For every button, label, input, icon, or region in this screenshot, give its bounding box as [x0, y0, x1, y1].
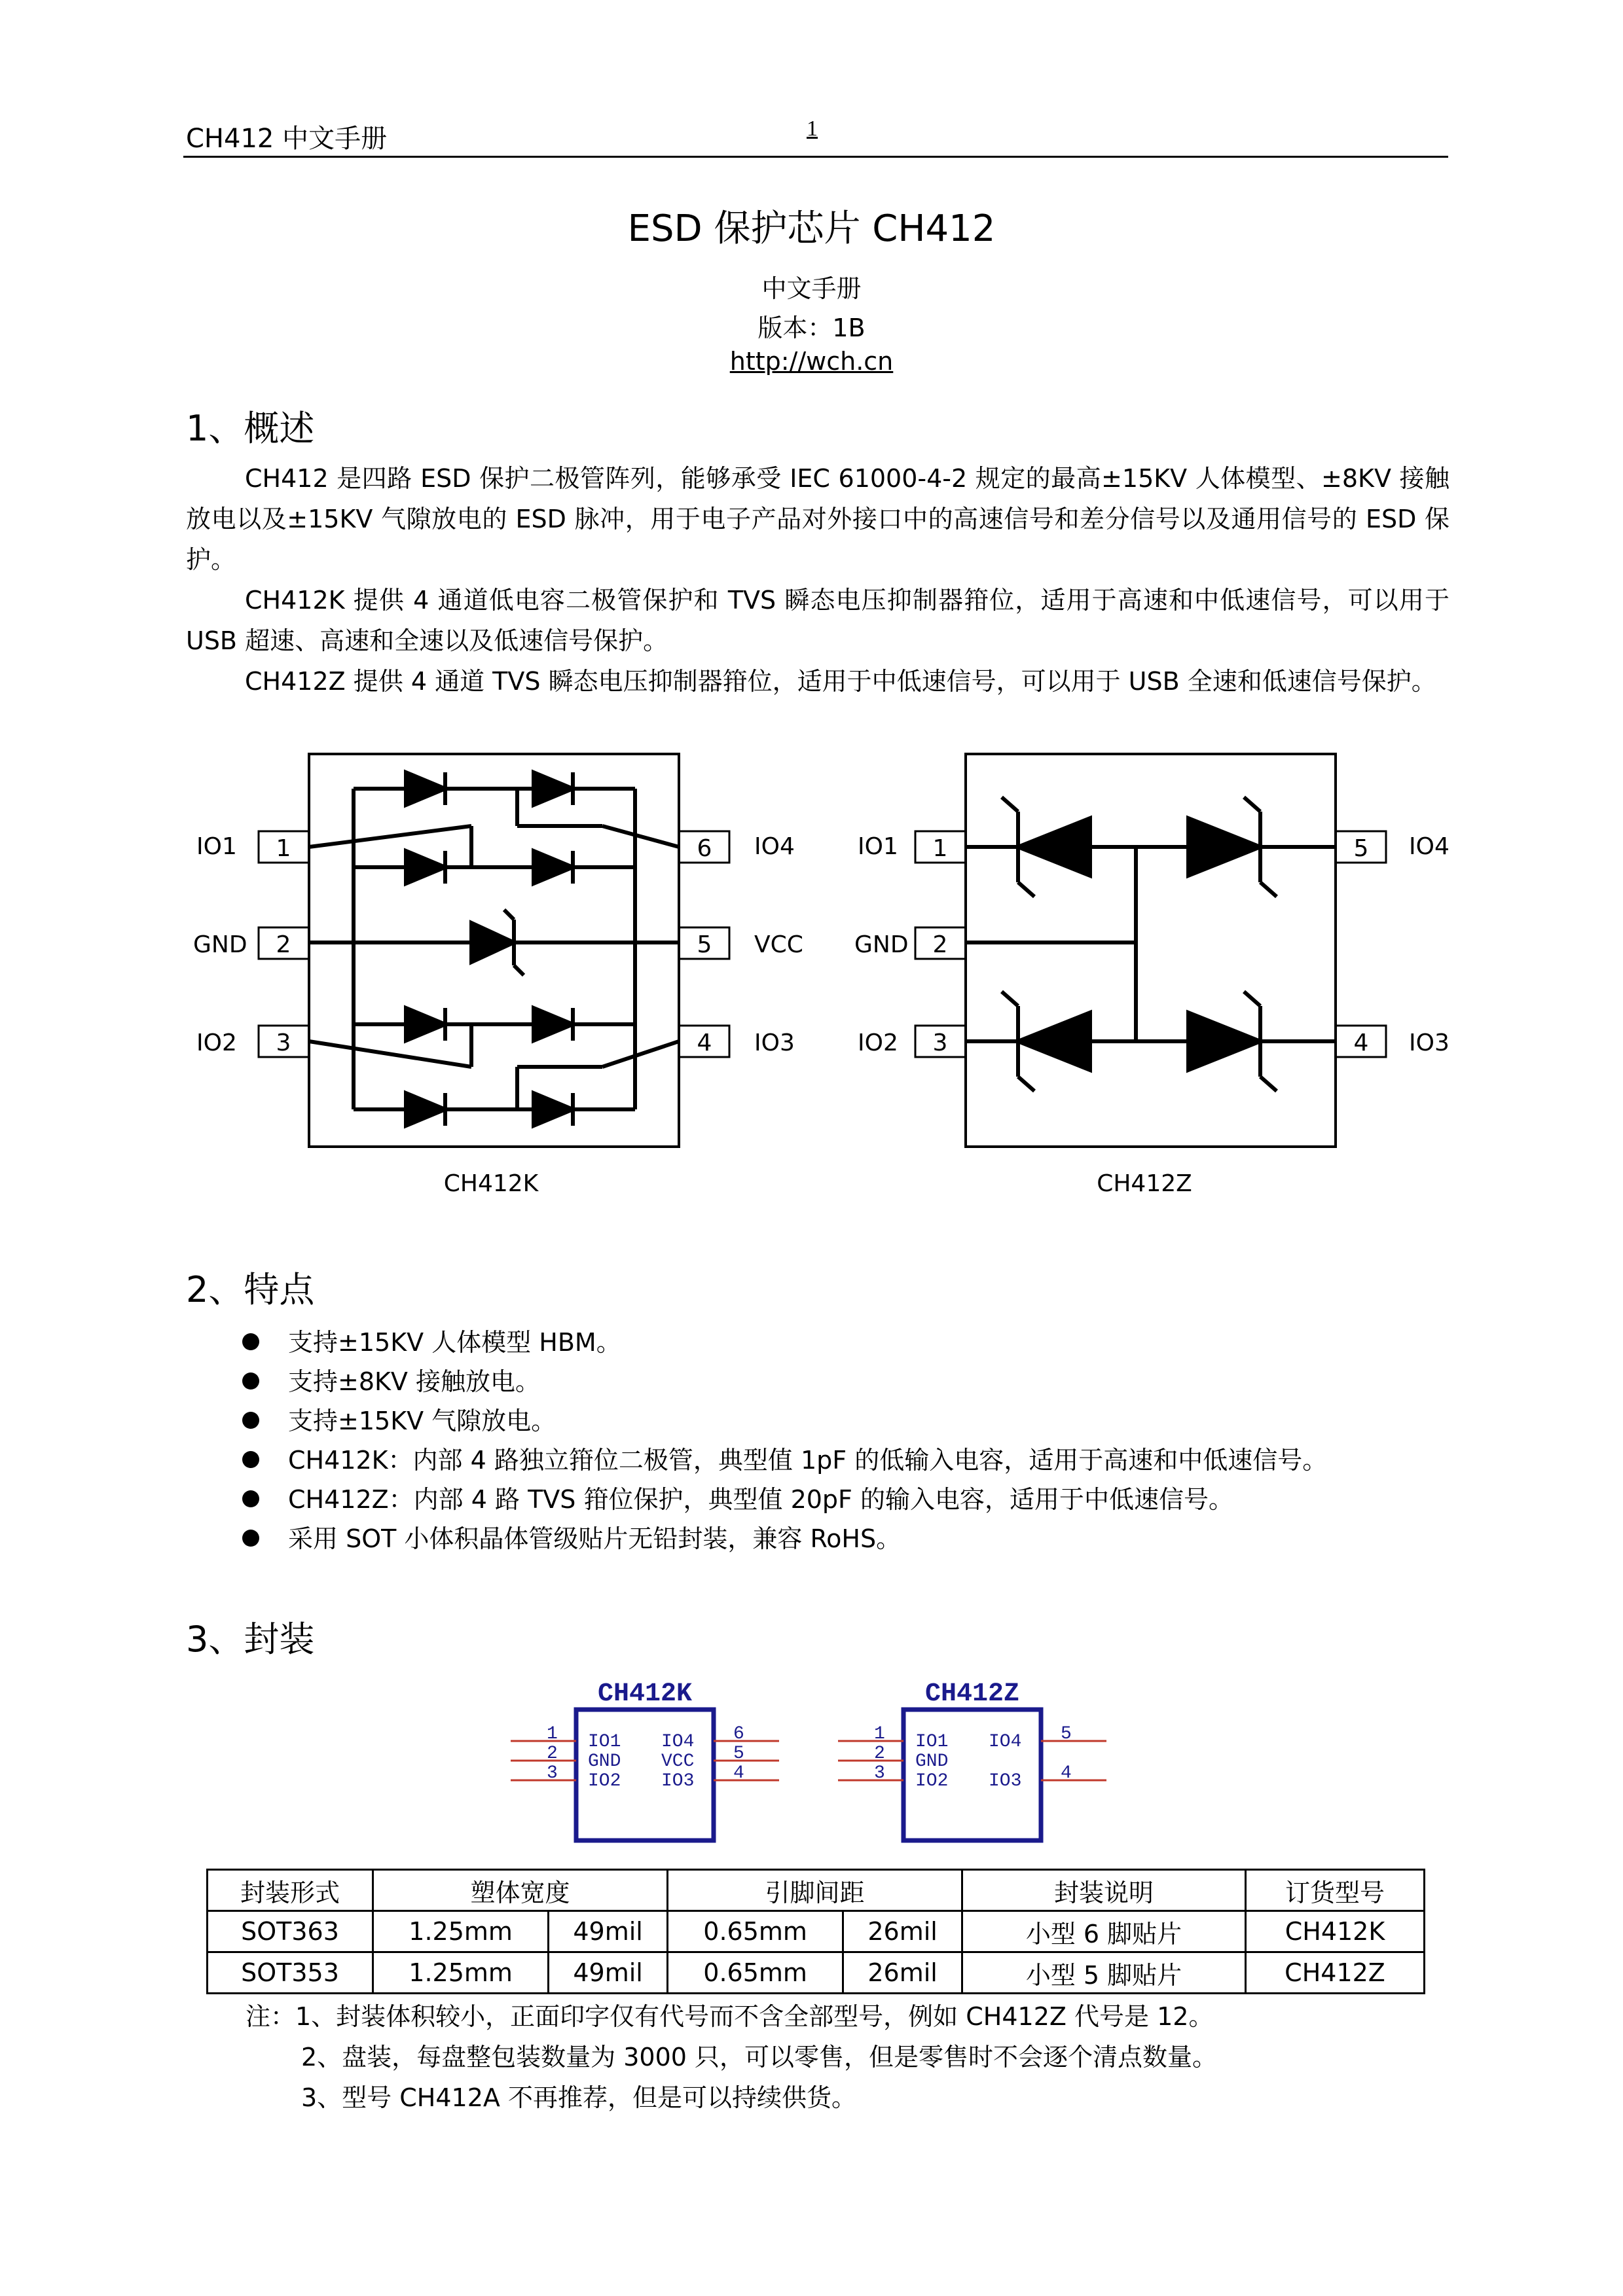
ch412k-pin-4-name: IO3 — [754, 1030, 795, 1056]
table-cell: CH412Z — [1246, 1952, 1425, 1994]
ch412k-pin-1-name: IO1 — [196, 833, 237, 860]
ch412z-package-symbol — [838, 1679, 1106, 1840]
ch412z-pkg-r-0: IO4 — [989, 1732, 1022, 1752]
ch412k-pkg-r-2: IO3 — [661, 1771, 695, 1791]
section-2-heading: 2、特点 — [186, 1269, 315, 1310]
table-header-cell: 引脚间距 — [667, 1870, 962, 1911]
ch412z-pkg-lnum-1: 1 — [874, 1724, 885, 1744]
ch412k-pin-5-name: VCC — [754, 931, 803, 958]
feature-item: CH412K：内部 4 路独立箝位二极管，典型值 1pF 的低输入电容，适用于高速和中低速信号。 — [242, 1440, 1327, 1480]
ch412k-pkg-l-0: IO1 — [588, 1732, 621, 1752]
ch412k-pkg-r-1: VCC — [661, 1751, 695, 1772]
ch412k-pkg-lnum-2: 2 — [547, 1744, 558, 1764]
table-cell: CH412K — [1246, 1911, 1425, 1952]
table-header-cell: 订货型号 — [1246, 1870, 1425, 1911]
ch412k-pkg-lnum-1: 1 — [547, 1724, 558, 1744]
ch412k-pkg-rnum-4: 4 — [733, 1763, 744, 1784]
feature-item: 支持±15KV 人体模型 HBM。 — [242, 1322, 621, 1363]
ch412z-pin-4-name: IO3 — [1409, 1030, 1450, 1056]
ch412z-pkg-rnum-5: 5 — [1061, 1724, 1072, 1744]
ch412z-pin-3-num: 3 — [932, 1030, 948, 1056]
package-table — [206, 1869, 1425, 1994]
ch412k-diagram — [193, 754, 803, 1197]
note-2: 2、盘装，每盘整包装数量为 3000 只，可以零售，但是零售时不会逐个清点数量。 — [301, 2043, 1218, 2072]
bullet-icon — [242, 1333, 259, 1350]
ch412z-pkg-rnum-4: 4 — [1061, 1763, 1072, 1784]
ch412k-pin-6-num: 6 — [697, 835, 712, 862]
table-cell: SOT353 — [208, 1952, 373, 1994]
table-cell: 26mil — [843, 1911, 962, 1952]
website-link[interactable]: http://wch.cn — [729, 347, 894, 376]
table-cell: 49mil — [549, 1952, 668, 1994]
ch412k-pkg-r-0: IO4 — [661, 1732, 695, 1752]
table-header-cell: 封装形式 — [208, 1870, 373, 1911]
header-rule — [183, 156, 1448, 158]
ch412z-pkg-lnum-2: 2 — [874, 1744, 885, 1764]
table-row — [208, 1952, 1425, 1994]
ch412z-pkg-l-0: IO1 — [915, 1732, 949, 1752]
page-title: ESD 保护芯片 CH412 — [627, 207, 996, 250]
table-cell: 49mil — [549, 1911, 668, 1952]
sec1-paragraph-2: CH412K 提供 4 通道低电容二极管保护和 TVS 瞬态电压抑制器箝位，适用于高速和中低速信号，可以用于 USB 超速、高速和全速以及低速信号保护。 — [186, 586, 1450, 655]
ch412k-pin-2-name: GND — [193, 931, 247, 958]
page-number: 1 — [807, 117, 818, 141]
table-cell: 26mil — [843, 1952, 962, 1994]
ch412k-pin-4-num: 4 — [697, 1030, 712, 1056]
ch412k-pin-3-name: IO2 — [196, 1030, 237, 1056]
ch412z-pin-1-name: IO1 — [858, 833, 898, 860]
ch412z-pkg-l-1: GND — [915, 1751, 949, 1772]
ch412z-caption: CH412Z — [1097, 1170, 1192, 1197]
subtitle: 中文手册 — [761, 274, 862, 303]
ch412k-pkg-l-2: IO2 — [588, 1771, 621, 1791]
bullet-icon — [242, 1451, 259, 1468]
table-cell: 小型 6 脚贴片 — [962, 1911, 1246, 1952]
ch412k-caption: CH412K — [443, 1170, 539, 1197]
sec1-paragraph-1: CH412 是四路 ESD 保护二极管阵列，能够承受 IEC 61000-4-2 规定的最高±15KV 人体模型、±8KV 接触放电以及±15KV 气隙放电的 ESD 脉冲，用于电子产品对外接口中的高速信号和差分信号以及通用信号的 ESD 保护。 — [186, 464, 1450, 574]
note-3: 3、型号 CH412A 不再推荐，但是可以持续供货。 — [301, 2083, 856, 2112]
header-doc-name: CH412 中文手册 — [186, 124, 388, 154]
ch412z-diagram — [854, 754, 1450, 1197]
ch412k-pkg-rnum-6: 6 — [733, 1724, 744, 1744]
table-cell: 0.65mm — [667, 1952, 843, 1994]
circuit-diagrams — [183, 746, 1453, 1217]
ch412k-pin-1-num: 1 — [276, 835, 291, 862]
table-cell: 1.25mm — [373, 1911, 549, 1952]
bullet-icon — [242, 1372, 259, 1390]
section-3-heading: 3、封装 — [186, 1619, 315, 1660]
ch412k-package-name: CH412K — [597, 1679, 693, 1709]
feature-item: 采用 SOT 小体积晶体管级贴片无铅封装，兼容 RoHS。 — [242, 1518, 901, 1559]
section-1-heading: 1、概述 — [186, 408, 315, 449]
table-cell: 小型 5 脚贴片 — [962, 1952, 1246, 1994]
bullet-icon — [242, 1490, 259, 1507]
ch412z-pin-5-name: IO4 — [1409, 833, 1450, 860]
ch412k-pkg-rnum-5: 5 — [733, 1744, 744, 1764]
table-header-row — [208, 1870, 1425, 1911]
bullet-icon — [242, 1412, 259, 1429]
ch412k-pin-3-num: 3 — [276, 1030, 291, 1056]
ch412z-package-name: CH412Z — [924, 1679, 1020, 1709]
package-symbols — [511, 1676, 1126, 1852]
ch412k-pin-5-num: 5 — [697, 931, 712, 958]
feature-item: 支持±15KV 气隙放电。 — [242, 1401, 556, 1441]
ch412z-pin-5-num: 5 — [1353, 835, 1369, 862]
ch412z-pkg-r-1: IO3 — [989, 1771, 1022, 1791]
ch412z-pin-4-num: 4 — [1353, 1030, 1369, 1056]
version: 版本：1B — [757, 314, 866, 342]
ch412z-pin-2-num: 2 — [932, 931, 948, 958]
note-1: 注：1、封装体积较小，正面印字仅有代号而不含全部型号，例如 CH412Z 代号是 12。 — [246, 2002, 1214, 2031]
table-row — [208, 1911, 1425, 1952]
feature-item: 支持±8KV 接触放电。 — [242, 1361, 540, 1402]
ch412k-pin-2-num: 2 — [276, 931, 291, 958]
ch412k-pkg-lnum-3: 3 — [547, 1763, 558, 1784]
feature-item: CH412Z：内部 4 路 TVS 箝位保护，典型值 20pF 的输入电容，适用于中低速信号。 — [242, 1479, 1233, 1520]
table-header-cell: 封装说明 — [962, 1870, 1246, 1911]
bullet-icon — [242, 1530, 259, 1547]
ch412z-body — [966, 754, 1336, 1147]
ch412k-package-symbol — [511, 1679, 779, 1840]
table-cell: 0.65mm — [667, 1911, 843, 1952]
table-cell: SOT363 — [208, 1911, 373, 1952]
ch412k-pkg-l-1: GND — [588, 1751, 621, 1772]
ch412z-pkg-l-2: IO2 — [915, 1771, 949, 1791]
ch412z-pin-1-num: 1 — [932, 835, 948, 862]
table-header-cell: 塑体宽度 — [373, 1870, 668, 1911]
ch412z-pin-2-name: GND — [854, 931, 909, 958]
ch412z-pkg-lnum-3: 3 — [874, 1763, 885, 1784]
ch412z-pin-3-name: IO2 — [858, 1030, 898, 1056]
ch412k-pin-6-name: IO4 — [754, 833, 795, 860]
sec1-paragraph-3: CH412Z 提供 4 通道 TVS 瞬态电压抑制器箝位，适用于中低速信号，可以用于 USB 全速和低速信号保护。 — [245, 667, 1436, 696]
table-cell: 1.25mm — [373, 1952, 549, 1994]
